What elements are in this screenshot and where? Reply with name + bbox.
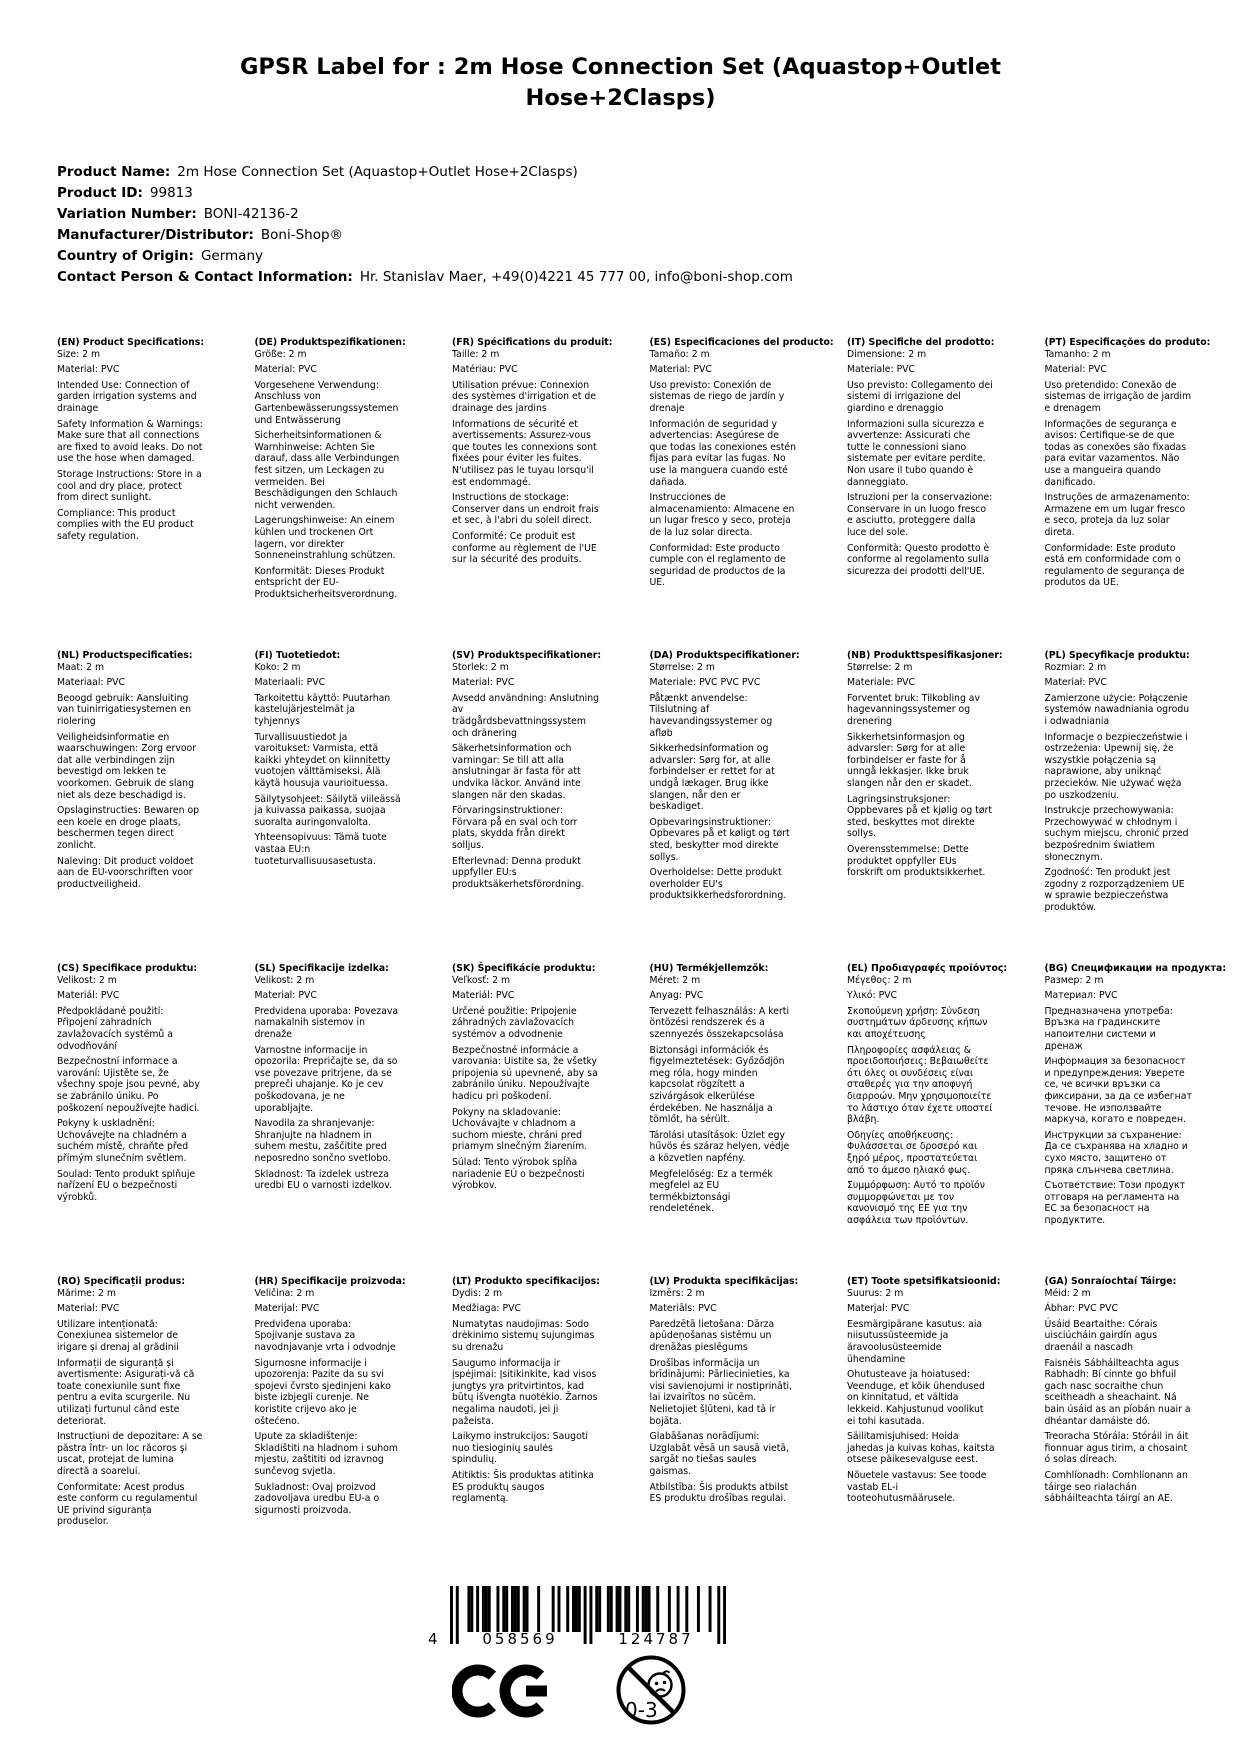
- spec-paragraph: Conformité: Ce produit est conforme au règlement de l'UE sur la sécurité des produits.: [452, 530, 597, 566]
- spec-paragraph: Tervezett felhasználás: A kerti öntözési rendszerek és a szennyezés összekapcsolása: [649, 1005, 790, 1040]
- spec-paragraph: Tárolási utasítások: Üzlet egy hűvös és száraz helyen, védje a közvetlen napfény.: [649, 1129, 790, 1164]
- spec-paragraph: Bezpečnostní informace a varování: Ujistěte se, že všechny spoje jsou pevné, aby se zabránilo úniku. Po poškození nepoužívejte hadici.: [57, 1056, 200, 1114]
- spec-paragraph: Určené použitie: Pripojenie záhradných zavlažovacích systémov a odvodnenie: [452, 1005, 577, 1040]
- language-cell-nb: [847, 650, 1045, 963]
- language-cell-header: (EL) Προδιαγραφές προϊόντος:: [847, 963, 1008, 974]
- spec-paragraph: Material: PVC: [57, 1303, 120, 1315]
- spec-paragraph: Uso previsto: Conexión de sistemas de riego de jardín y drenaje: [649, 379, 785, 414]
- language-cell-header: (HR) Specifikacije proizvoda:: [254, 1276, 406, 1287]
- spec-paragraph: Mărime: 2 m: [57, 1287, 116, 1299]
- language-cell-header: (NL) Productspecificaties:: [57, 650, 193, 661]
- variation-number-label: Variation Number:: [57, 206, 197, 222]
- spec-paragraph: Πληροφορίες ασφάλειας & προειδοποιήσεις: Βεβαιωθείτε ότι όλες οι συνδέσεις είναι σταθερές για την αποφυγή διαρροών. Μην χρησιμοποιείτε το λάστιχο όταν έχετε υποστεί βλάβη.: [847, 1044, 993, 1126]
- language-cell-header: (HU) Termékjellemzők:: [649, 963, 769, 974]
- spec-paragraph: Размер: 2 m: [1044, 974, 1104, 986]
- barcode-lead-digit: 4: [428, 1630, 438, 1648]
- spec-paragraph: Dimensione: 2 m: [847, 348, 927, 360]
- product-info-block: [57, 162, 793, 288]
- spec-paragraph: Compliance: This product complies with the EU product safety regulation.: [57, 507, 194, 542]
- language-cell-header: (FR) Spécifications du produit:: [452, 337, 613, 348]
- spec-paragraph: Instrucciones de almacenamiento: Almacene en un lugar fresco y seco, proteja de la luz solar directa.: [649, 492, 795, 538]
- spec-paragraph: Sicherheitsinformationen & Warnhinweise: Achten Sie darauf, dass alle Verbindungen fest sitzen, um Leckagen zu vermeiden. Bei Beschädigungen den Schlauch nicht verwenden.: [254, 430, 400, 511]
- spec-paragraph: Instruções de armazenamento: Armazene em um lugar fresco e seco, proteja da luz solar direta.: [1044, 492, 1190, 538]
- spec-paragraph: Informații de siguranță și avertismente: Asigurați-vă că toate conexiunile sunt fixe pentru a evita scurgerile. Nu utilizați furtunul când este deteriorat.: [57, 1357, 195, 1427]
- spec-paragraph: Utilisation prévue: Connexion des systèmes d'irrigation et de drainage des jardins: [452, 379, 596, 414]
- spec-paragraph: Pokyny k uskladnění: Uchovávejte na chladném a suchém místě, chraňte před přímým slunečním světlem.: [57, 1118, 189, 1164]
- spec-paragraph: Intended Use: Connection of garden irrigation systems and drainage: [57, 379, 197, 414]
- language-cell-header: (PL) Specyfikacje produktu:: [1044, 650, 1190, 661]
- spec-paragraph: Avsedd användning: Anslutning av trädgårdsbevattningssystem och dränering: [452, 692, 600, 739]
- spec-paragraph: Material: PVC: [254, 990, 317, 1002]
- ce-mark-icon: [452, 1662, 552, 1720]
- spec-paragraph: Comhlíonadh: Comhlíonann an táirge seo rialachán sábháilteachta táirgí an AE.: [1044, 1469, 1188, 1505]
- spec-paragraph: Naleving: Dit product voldoet aan de EU-voorschriften voor productveiligheid.: [57, 855, 194, 890]
- age-range-text: 0-3: [625, 1698, 658, 1722]
- spec-paragraph: Ábhar: PVC PVC: [1044, 1303, 1118, 1315]
- spec-paragraph: Rozmiar: 2 m: [1044, 661, 1107, 673]
- product-id-label: Product ID:: [57, 185, 143, 201]
- spec-paragraph: Materiale: PVC: [847, 364, 916, 376]
- spec-paragraph: Soulad: Tento produkt splňuje nařízení EU o bezpečnosti výrobků.: [57, 1168, 196, 1203]
- spec-paragraph: Material: PVC: [649, 364, 712, 376]
- spec-paragraph: Материал: PVC: [1044, 990, 1118, 1002]
- spec-paragraph: Faisnéis Sábháilteachta agus Rabhadh: Bí cinnte go bhfuil gach nasc socraithe chun sceitheadh a sheachaint. Ná bain úsáid as an píobán nuair a dhéantar damáiste dó.: [1044, 1357, 1191, 1427]
- spec-paragraph: Efterlevnad: Denna produkt uppfyller EU:s produktsäkerhetsförordning.: [452, 855, 585, 890]
- spec-paragraph: Nõuetele vastavus: See toode vastab EL-i tooteohutusmäärusele.: [847, 1469, 987, 1505]
- language-cell-header: (DA) Produktspecifikationer:: [649, 650, 800, 661]
- language-cell-fr: [452, 337, 650, 650]
- manufacturer-line: [57, 225, 793, 246]
- spec-paragraph: Predviđena uporaba: Spojivanje sustava za navodnjavanje vrta i odvodnje: [254, 1318, 396, 1353]
- spec-paragraph: Materjal: PVC: [847, 1303, 910, 1315]
- barcode-right-digits: 124787: [618, 1630, 694, 1648]
- language-cell-es: [650, 337, 848, 650]
- spec-paragraph: Veiligheidsinformatie en waarschuwingen: Zorg ervoor dat alle verbindingen zijn bevestigd om lekken te voorkomen. Gebruik de slang niet als deze beschadigd is.: [57, 731, 197, 801]
- spec-paragraph: Informacje o bezpieczeństwie i ostrzeżenia: Upewnij się, że wszystkie połączenia są naprawione, aby uniknąć przecieków. Nie używać węża po uszkodzeniu.: [1044, 731, 1188, 801]
- spec-paragraph: Veľkosť: 2 m: [452, 974, 511, 986]
- spec-paragraph: Størrelse: 2 m: [649, 661, 715, 673]
- language-cell-pt: [1045, 337, 1241, 650]
- barcode: [428, 1586, 740, 1652]
- spec-paragraph: Tamanho: 2 m: [1044, 348, 1111, 360]
- spec-paragraph: Lagerungshinweise: An einem kühlen und trockenen Ort lagern, vor direkter Sonneneinstrahlung schützen.: [254, 515, 396, 562]
- product-id-value: 99813: [149, 185, 193, 201]
- spec-paragraph: Μέγεθος: 2 m: [847, 974, 912, 986]
- language-cell-header: (PT) Especificações do produto:: [1044, 337, 1211, 348]
- spec-paragraph: Οδηγίες αποθήκευσης: Φυλάσσεται σε δροσερό και ξηρό μέρος, προστατεύεται από το άμεσο ηλιακό φως.: [847, 1129, 978, 1176]
- spec-paragraph: Paredzētā lietošana: Dārza apūdeņošanas sistēmu un drenāžas pieslēgums: [649, 1318, 775, 1353]
- spec-paragraph: Bezpečnostné informácie a varovania: Uistite sa, že všetky pripojenia sú upevnené, aby sa zabránilo úniku. Nepoužívajte hadicu pri poškodení.: [452, 1044, 598, 1102]
- spec-paragraph: Medžiaga: PVC: [452, 1303, 521, 1315]
- spec-paragraph: Méret: 2 m: [649, 974, 701, 986]
- contact-label: Contact Person & Contact Information:: [57, 269, 353, 285]
- language-cell-header: (EN) Product Specifications:: [57, 337, 205, 348]
- language-cell-header: (ES) Especificaciones del producto:: [649, 337, 834, 348]
- language-cell-header: (SL) Specifikacije izdelka:: [254, 963, 389, 974]
- spec-paragraph: Skladnost: Ta izdelek ustreza uredbi EU o varnosti izdelkov.: [254, 1168, 392, 1192]
- spec-paragraph: Materiál: PVC: [57, 990, 120, 1002]
- age-warning-icon: [615, 1654, 687, 1726]
- spec-paragraph: Υλικό: PVC: [847, 990, 898, 1002]
- spec-paragraph: Materiaal: PVC: [57, 677, 126, 689]
- spec-paragraph: Atbilstība: Šis produkts atbilst ES produktu drošības regulai.: [649, 1481, 789, 1505]
- spec-paragraph: Forventet bruk: Tilkobling av hagevanningssystemer og drenering: [847, 692, 981, 727]
- spec-paragraph: Tamaño: 2 m: [649, 348, 710, 360]
- spec-paragraph: Instructions de stockage: Conserver dans un endroit frais et sec, à l'abri du soleil direct.: [452, 492, 599, 527]
- spec-paragraph: Velikost: 2 m: [254, 974, 315, 986]
- spec-paragraph: Eesmärgipärane kasutus: aia niisutussüsteemide ja äravoolusüsteemide ühendamine: [847, 1318, 983, 1365]
- language-cell-header: (ET) Toote spetsifikatsioonid:: [847, 1276, 1001, 1287]
- spec-paragraph: Uso previsto: Collegamento dei sistemi di irrigazione del giardino e drenaggio: [847, 379, 993, 414]
- product-name-value: 2m Hose Connection Set (Aquastop+Outlet Hose+2Clasps): [177, 164, 578, 180]
- spec-paragraph: Drošības informācija un brīdinājumi: Pārliecinieties, ka visi savienojumi ir nostiprināti, lai izvairītos no sūcēm. Nelietojiet šļūteni, kad tā ir bojāta.: [649, 1357, 793, 1427]
- spec-paragraph: Upute za skladištenje: Skladištiti na hladnom i suhom mjestu, zaštititi od izravnog sunčevog svjetla.: [254, 1431, 398, 1477]
- language-cell-header: (LT) Produkto specifikacijos:: [452, 1276, 600, 1287]
- language-cell-pl: [1045, 650, 1241, 963]
- spec-paragraph: Storage Instructions: Store in a cool and dry place, protect from direct sunlight.: [57, 468, 202, 504]
- spec-paragraph: Konformität: Dieses Produkt entspricht der EU-Produktsicherheitsverordnung.: [254, 565, 398, 600]
- spec-paragraph: Navodila za shranjevanje: Shranjujte na hladnem in suhem mestu, zaščitite pred neposredno sončno svetlobo.: [254, 1118, 391, 1164]
- language-cell-cs: [57, 963, 255, 1276]
- variation-number-line: [57, 204, 793, 225]
- language-grid: [57, 337, 1241, 1589]
- language-cell-nl: [57, 650, 255, 963]
- spec-paragraph: Påtænkt anvendelse: Tilslutning af havevandingssystemer og afløb: [649, 692, 773, 739]
- language-cell-hr: [255, 1276, 453, 1589]
- language-cell-header: (SK) Špecifikácie produktu:: [452, 963, 596, 974]
- spec-paragraph: Material: PVC: [254, 364, 317, 376]
- language-cell-ga: [1045, 1276, 1241, 1589]
- spec-paragraph: Istruzioni per la conservazione: Conservare in un luogo fresco e asciutto, proteggere dalla luce del sole.: [847, 492, 993, 538]
- language-cell-sl: [255, 963, 453, 1276]
- language-cell-header: (FI) Tuotetiedot:: [254, 650, 341, 661]
- spec-paragraph: Informações de segurança e avisos: Certifique-se de que todas as conexões são fixadas para evitar vazamentos. Não use a mangueira quando danificado.: [1044, 418, 1187, 488]
- product-name-line: [57, 162, 793, 183]
- product-name-label: Product Name:: [57, 164, 171, 180]
- page-title: GPSR Label for : 2m Hose Connection Set (Aquastop+Outlet Hose+2Clasps): [239, 54, 1002, 111]
- spec-paragraph: Instrucțiuni de depozitare: A se păstra într- un loc răcoros şi uscat, protejat de lumina directă a soarelui.: [57, 1431, 203, 1477]
- language-cell-header: (DE) Produktspezifikationen:: [254, 337, 406, 348]
- spec-paragraph: Información de seguridad y advertencias: Asegúrese de que todas las conexiones estén fijas para evitar las fugas. No use la manguera cuando esté dañada.: [649, 418, 797, 488]
- spec-paragraph: Overensstemmelse: Dette produktet oppfyller EUs forskrift om produktsikkerhet.: [847, 843, 986, 879]
- product-id-line: [57, 183, 793, 204]
- language-cell-header: (CS) Specifikace produktu:: [57, 963, 198, 974]
- spec-paragraph: Opbevaringsinstruktioner: Opbevares på et køligt og tørt sted, beskytter mod direkte sollys.: [649, 816, 790, 863]
- country-of-origin-value: Germany: [200, 248, 263, 264]
- spec-paragraph: Ohutusteave ja hoiatused: Veenduge, et kõik ühendused on kinnitatud, et vältida lekkeid. Kahjustunud voolikut ei tohi kasutada.: [847, 1369, 985, 1427]
- spec-paragraph: Maat: 2 m: [57, 661, 105, 673]
- country-of-origin-label: Country of Origin:: [57, 248, 194, 264]
- language-cell-header: (NB) Produkttspesifikasjoner:: [847, 650, 1003, 661]
- spec-paragraph: Συμμόρφωση: Αυτό το προϊόν συμμορφώνεται με τον κανονισμό της ΕΕ για την ασφάλεια των προϊόντων.: [847, 1180, 985, 1226]
- spec-paragraph: Zgodność: Ten produkt jest zgodny z rozporządzeniem UE w sprawie bezpieczeństwa produktów.: [1044, 867, 1185, 913]
- spec-paragraph: Suurus: 2 m: [847, 1287, 904, 1299]
- spec-paragraph: Materiale: PVC: [847, 677, 916, 689]
- spec-paragraph: Информация за безопасност и предупреждения: Уверете се, че всички връзки са фиксирани, за да се избегнат течове. Не използвайте маркуча, когато е повреден.: [1044, 1056, 1192, 1126]
- spec-paragraph: Safety Information & Warnings: Make sure that all connections are fixed to avoid leaks. Do not use the hose when damaged.: [57, 418, 203, 465]
- country-of-origin-line: [57, 246, 793, 267]
- language-cell-el: [847, 963, 1045, 1276]
- spec-paragraph: Säilitamisjuhised: Hoida jahedas ja kuivas kohas, kaitsta otsese päikesevalguse eest.: [847, 1431, 995, 1466]
- spec-paragraph: Съответствие: Този продукт отговаря на регламента на ЕС за безопасност на продуктите.: [1044, 1180, 1186, 1226]
- spec-paragraph: Tarkoitettu käyttö: Puutarhan kastelujärjestelmät ja tyhjennys: [254, 692, 391, 727]
- language-cell-hu: [650, 963, 848, 1276]
- spec-paragraph: Σκοπούμενη χρήση: Σύνδεση συστημάτων άρδευσης κήπων και αποχέτευσης: [847, 1005, 988, 1040]
- language-cell-header: (BG) Спецификации на продукта:: [1044, 963, 1227, 974]
- spec-paragraph: Matériau: PVC: [452, 364, 518, 376]
- spec-paragraph: Atitiktis: Šis produktas atitinka ES produktų saugos reglamentą.: [452, 1469, 594, 1505]
- spec-paragraph: Méid: 2 m: [1044, 1287, 1091, 1299]
- spec-paragraph: Pokyny na skladovanie: Uchovávajte v chladnom a suchom mieste, chráni pred priamym slnečným žiarením.: [452, 1106, 588, 1153]
- spec-paragraph: Предназначена употреба: Връзка на градинските напоителни системи и дренаж: [1044, 1005, 1173, 1052]
- spec-paragraph: Conformidad: Este producto cumple con el reglamento de seguridad de productos de la UE.: [649, 542, 786, 589]
- spec-paragraph: Súlad: Tento výrobok spĺňa nariadenie EÚ o bezpečnosti výrobkov.: [452, 1156, 585, 1192]
- spec-paragraph: Materiál: PVC: [452, 990, 515, 1002]
- spec-paragraph: Größe: 2 m: [254, 348, 307, 360]
- spec-paragraph: Materiał: PVC: [1044, 677, 1107, 689]
- spec-paragraph: Zamierzone użycie: Połączenie systemów nawadniania ogrodu i odwadniania: [1044, 692, 1190, 727]
- spec-paragraph: Biztonsági információk és figyelmeztetések: Győződjön meg róla, hogy minden kapcsolat rögzített a szivárgások elkerülése érdekében. Ne használja a tömlőt, ha sérült.: [649, 1044, 785, 1126]
- language-cell-en: [57, 337, 255, 650]
- spec-paragraph: Lagringsinstruksjoner: Oppbevares på et kjølig og tørt sted, beskyttes mot direkte sollys.: [847, 793, 992, 840]
- spec-paragraph: Materiaali: PVC: [254, 677, 326, 689]
- language-cell-lv: [650, 1276, 848, 1589]
- spec-paragraph: Material: PVC: [452, 677, 515, 689]
- spec-paragraph: Instrukcje przechowywania: Przechowywać w chłodnym i suchym miejscu, chronić przed bezpośrednim światłem słonecznym.: [1044, 805, 1189, 863]
- contact-line: [57, 267, 793, 288]
- spec-paragraph: Úsáid Beartaithe: Córais uisciúcháin gairdín agus draenáil a nascadh: [1044, 1318, 1158, 1353]
- spec-paragraph: Conformitate: Acest produs este conform cu regulamentul UE privind siguranța produselor.: [57, 1481, 198, 1528]
- manufacturer-value: Boni-Shop®: [260, 227, 344, 243]
- spec-paragraph: Informazioni sulla sicurezza e avvertenze: Assicurati che tutte le connessioni siano sistemate per evitare perdite. Non usare il tubo quando è danneggiato.: [847, 418, 986, 488]
- contact-value: Hr. Stanislav Maer, +49(0)4221 45 777 00, info@boni-shop.com: [359, 269, 793, 285]
- variation-number-value: BONI-42136-2: [203, 206, 299, 222]
- spec-paragraph: Turvallisuustiedot ja varoitukset: Varmista, että kaikki yhteydet on kiinnitetty vuotojen välttämiseksi. Älä käytä housuja vaurioituessa.: [254, 731, 391, 789]
- spec-paragraph: Treoracha Stórála: Stóráil in áit fionnuar agus tirim, a chosaint ó solas díreach.: [1044, 1431, 1189, 1466]
- language-cell-header: (SV) Produktspecifikationer:: [452, 650, 602, 661]
- spec-paragraph: Velikost: 2 m: [57, 974, 117, 986]
- spec-paragraph: Materiale: PVC PVC PVC: [649, 677, 761, 689]
- language-cell-fi: [255, 650, 453, 963]
- spec-paragraph: Opslaginstructies: Bewaren op een koele en droge plaats, beschermen tegen direct zonlicht.: [57, 805, 200, 851]
- language-cell-de: [255, 337, 453, 650]
- spec-paragraph: Size: 2 m: [57, 348, 101, 360]
- spec-paragraph: Material: PVC: [57, 364, 120, 376]
- spec-paragraph: Sikkerhetsinformasjon og advarsler: Sørg for at alle forbindelser er faste for å unngå lekkasjer. Ikke bruk slangen når den er skadet.: [847, 731, 972, 789]
- language-cell-ro: [57, 1276, 255, 1589]
- spec-paragraph: Dydis: 2 m: [452, 1287, 503, 1299]
- spec-paragraph: Overholdelse: Dette produkt overholder EU's produktsikkerhedsforordning.: [649, 867, 787, 902]
- language-cell-it: [847, 337, 1045, 650]
- spec-paragraph: Veličina: 2 m: [254, 1287, 315, 1299]
- spec-paragraph: Vorgesehene Verwendung: Anschluss von Gartenbewässerungssystemen und Entwässerung: [254, 379, 399, 426]
- spec-paragraph: Sigurnosne informacije i upozorenja: Pazite da su svi spojevi čvrsto sjedinjeni kako biste izbjegli curenje. Ne koristite crijevo ako je oštećeno.: [254, 1357, 391, 1427]
- language-cell-lt: [452, 1276, 650, 1589]
- spec-paragraph: Sukladnost: Ovaj proizvod zadovoljava uredbu EU-a o sigurnosti proizvoda.: [254, 1481, 380, 1516]
- language-cell-header: (IT) Specifiche del prodotto:: [847, 337, 995, 348]
- spec-paragraph: Predvidena uporaba: Povezava namakalnih sistemov in drenaže: [254, 1005, 399, 1040]
- spec-paragraph: Uso pretendido: Conexão de sistemas de irrigação de jardim e drenagem: [1044, 379, 1192, 414]
- spec-paragraph: Beoogd gebruik: Aansluiting van tuinirrigatiesystemen en riolering: [57, 692, 192, 727]
- spec-paragraph: Varnostne informacije in opozorila: Prepričajte se, da so vse povezave pritrjene, da se prepreči uhajanje. Ko je cev poškodovana, je ne uporabljajte.: [254, 1044, 398, 1114]
- spec-paragraph: Předpokládané použití: Připojení zahradních zavlažovacích systémů a odvodňování: [57, 1005, 173, 1052]
- spec-paragraph: Laikymo instrukcijos: Saugoti nuo tiesioginių saulės spindulių.: [452, 1431, 588, 1466]
- language-cell-header: (LV) Produkta specifikācijas:: [649, 1276, 799, 1287]
- manufacturer-label: Manufacturer/Distributor:: [57, 227, 254, 243]
- language-cell-et: [847, 1276, 1045, 1589]
- spec-paragraph: Säkerhetsinformation och varningar: Se till att alla anslutningar är fasta för att undvika läckor. Använd inte slangen när den skadas.: [452, 743, 581, 801]
- spec-paragraph: Инструкции за съхранение: Да се съхранява на хладно и сухо място, защитено от пряка слънчева светлина.: [1044, 1129, 1188, 1176]
- spec-paragraph: Materiāls: PVC: [649, 1303, 717, 1315]
- spec-paragraph: Storlek: 2 m: [452, 661, 509, 673]
- spec-paragraph: Säilytysohjeet: Säilytä viileässä ja kuivassa paikassa, suojaa suoralta auringonvalolta.: [254, 793, 401, 828]
- language-cell-sk: [452, 963, 650, 1276]
- spec-paragraph: Saugumo informacija ir įspėjimai: Įsitikinkite, kad visos jungtys yra pritvirtintos, kad būtų išvengta nuotėkio. Žarnos negalima naudoti, jei ji pažeista.: [452, 1357, 598, 1427]
- spec-paragraph: Material: PVC: [1044, 364, 1107, 376]
- spec-paragraph: Izmērs: 2 m: [649, 1287, 705, 1299]
- spec-paragraph: Koko: 2 m: [254, 661, 301, 673]
- spec-paragraph: Utilizare intenționată: Conexiunea sistemelor de irigare și drenaj al grădinii: [57, 1318, 179, 1353]
- spec-paragraph: Sikkerhedsinformation og advarsler: Sørg for, at alle forbindelser er rettet for at undgå lækager. Brug ikke slangen, når den er beskadiget.: [649, 743, 775, 813]
- language-cell-sv: [452, 650, 650, 963]
- spec-paragraph: Informations de sécurité et avertissements: Assurez-vous que toutes les connexions sont fixées pour éviter les fuites. N'utilisez pas le tuyau lorsqu'il est endommagé.: [452, 418, 597, 488]
- spec-paragraph: Glabāšanas norādījumi: Uzglabāt vēsā un sausā vietā, sargāt no tiešas saules gaismas.: [649, 1431, 790, 1477]
- spec-paragraph: Megfelelőség: Ez a termék megfelel az EU termékbiztonsági rendeletének.: [649, 1168, 773, 1215]
- spec-paragraph: Anyag: PVC: [649, 990, 704, 1002]
- language-cell-header: (GA) Sonraíochtaí Táirge:: [1044, 1276, 1177, 1287]
- language-cell-da: [650, 650, 848, 963]
- spec-paragraph: Materijal: PVC: [254, 1303, 320, 1315]
- language-cell-bg: [1045, 963, 1241, 1276]
- spec-paragraph: Størrelse: 2 m: [847, 661, 913, 673]
- language-cell-header: (RO) Specificații produs:: [57, 1276, 186, 1287]
- spec-paragraph: Numatytas naudojimas: Sodo drėkinimo sistemų sujungimas su drenažu: [452, 1318, 595, 1353]
- spec-paragraph: Förvaringsinstruktioner: Förvara på en sval och torr plats, skydda från direkt solljus.: [452, 805, 578, 851]
- barcode-left-digits: 058569: [482, 1630, 558, 1648]
- spec-paragraph: Conformità: Questo prodotto è conforme al regolamento sulla sicurezza dei prodotti dell'UE.: [847, 542, 990, 577]
- spec-paragraph: Conformidade: Este produto está em conformidade com o regulamento de segurança de produtos da UE.: [1044, 542, 1185, 589]
- spec-paragraph: Yhteensopivuus: Tämä tuote vastaa EU:n tuoteturvallisuusasetusta.: [254, 832, 387, 867]
- spec-paragraph: Taille: 2 m: [452, 348, 500, 360]
